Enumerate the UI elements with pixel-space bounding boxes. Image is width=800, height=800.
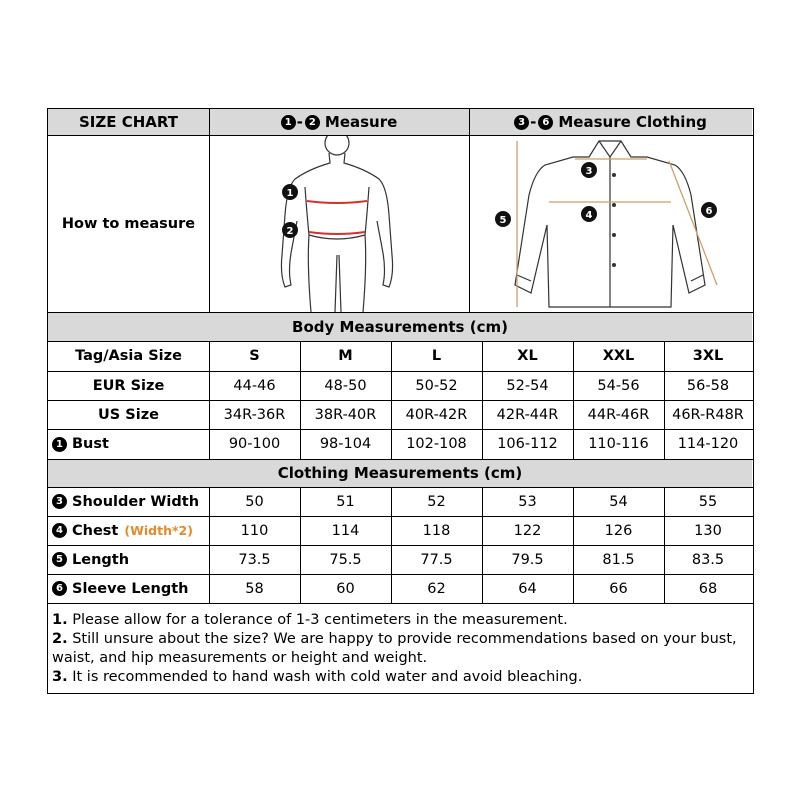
table-cell: 34R-36R xyxy=(223,406,286,423)
table-cell: 83.5 xyxy=(691,551,725,568)
width-note: (Width*2) xyxy=(124,523,193,538)
row-label-text: Bust xyxy=(72,436,109,452)
size-chart-table xyxy=(47,108,754,694)
row-label-text: Shoulder Width xyxy=(72,493,200,510)
table-cell: 53 xyxy=(518,493,537,510)
body-figure-icon xyxy=(209,135,469,312)
table-cell: 79.5 xyxy=(511,551,544,568)
marker-1-icon: 1 xyxy=(281,115,296,130)
tag-size-label: Tag/Asia Size xyxy=(75,348,182,364)
size-chart-title: SIZE CHART xyxy=(48,109,209,135)
table-cell: 48-50 xyxy=(324,377,367,394)
marker-4-icon: 4 xyxy=(52,523,67,538)
table-cell: 44R-46R xyxy=(587,406,650,423)
table-cell: 42R-44R xyxy=(496,406,559,423)
table-cell: 98-104 xyxy=(319,436,372,452)
measure-clothing-header xyxy=(469,109,752,135)
size-header-cell: S xyxy=(249,348,260,364)
table-cell: 126 xyxy=(604,522,633,539)
marker-3-icon: 3 xyxy=(514,115,529,130)
row-label xyxy=(48,371,209,400)
table-cell: 102-108 xyxy=(406,436,467,452)
table-cell: 52 xyxy=(427,493,446,510)
table-cell: 44-46 xyxy=(233,377,276,394)
row-label-text: Sleeve Length xyxy=(72,580,189,597)
table-cell: 90-100 xyxy=(228,436,281,452)
diagram-marker-2: 2 xyxy=(286,226,294,237)
clothing-measurements-heading: Clothing Measurements (cm) xyxy=(48,459,752,487)
table-cell: 110-116 xyxy=(588,436,649,452)
marker-5-icon: 5 xyxy=(52,552,67,567)
body-figure-diagram xyxy=(209,135,469,312)
table-cell: 52-54 xyxy=(506,377,549,394)
table-cell: 118 xyxy=(422,522,451,539)
table-cell: 56-58 xyxy=(686,377,730,394)
table-cell: 62 xyxy=(427,580,446,597)
range-dash: - xyxy=(296,113,303,131)
table-cell: 60 xyxy=(336,580,355,597)
row-label-text: EUR Size xyxy=(92,377,165,394)
row-label xyxy=(48,574,209,603)
marker-6-icon: 6 xyxy=(538,115,553,130)
row-label-text: Chest xyxy=(72,522,119,539)
table-cell: 50-52 xyxy=(415,377,458,394)
shirt-diagram xyxy=(469,135,752,312)
table-cell: 110 xyxy=(240,522,269,539)
note-1: 1. Please allow for a tolerance of 1-3 centimeters in the measurement. xyxy=(52,612,568,628)
table-cell: 54 xyxy=(609,493,628,510)
row-label xyxy=(48,400,209,429)
note-3: 3. It is recommended to hand wash with cold water and avoid bleaching. xyxy=(52,669,583,685)
table-cell: 77.5 xyxy=(420,551,453,568)
table-cell: 54-56 xyxy=(597,377,640,394)
table-cell: 38R-40R xyxy=(314,406,377,423)
marker-6-icon: 6 xyxy=(52,581,67,596)
row-label xyxy=(48,429,209,459)
size-header-cell: L xyxy=(431,348,442,364)
table-cell: 106-112 xyxy=(497,436,558,452)
how-to-measure-label: How to measure xyxy=(61,215,196,232)
table-cell: 122 xyxy=(513,522,542,539)
table-cell: 40R-42R xyxy=(405,406,468,423)
row-label xyxy=(48,487,209,516)
size-header-cell: 3XL xyxy=(692,348,724,364)
marker-1-icon: 1 xyxy=(52,437,67,452)
diagram-marker-3: 3 xyxy=(585,166,593,177)
marker-2-icon: 2 xyxy=(305,115,320,130)
size-header-cell: M xyxy=(338,348,353,364)
table-cell: 50 xyxy=(245,493,264,510)
row-label-text: Length xyxy=(72,551,130,568)
table-cell: 73.5 xyxy=(238,551,271,568)
table-cell: 64 xyxy=(518,580,537,597)
size-header-cell: XL xyxy=(517,348,538,364)
table-cell: 114 xyxy=(331,522,360,539)
diagram-marker-1: 1 xyxy=(286,188,294,199)
table-cell: 68 xyxy=(698,580,718,597)
table-cell: 51 xyxy=(336,493,355,510)
shirt-icon xyxy=(469,135,752,312)
table-cell: 55 xyxy=(698,493,718,510)
table-cell: 46R-R48R xyxy=(672,406,744,423)
range-dash: - xyxy=(530,113,537,131)
measure-clothing-header-label: Measure Clothing xyxy=(558,113,707,131)
diagram-marker-6: 6 xyxy=(705,206,713,217)
table-cell: 114-120 xyxy=(677,436,739,452)
note-2: 2. Still unsure about the size? We are happy to provide recommendations based on your bust, waist, and hip measurements or height and weight. xyxy=(52,631,737,666)
diagram-marker-5: 5 xyxy=(499,215,507,226)
size-header-cell: XXL xyxy=(602,348,635,364)
table-cell: 58 xyxy=(245,580,264,597)
row-label-text: US Size xyxy=(98,406,159,423)
marker-3-icon: 3 xyxy=(52,494,67,509)
row-label xyxy=(48,516,209,545)
row-label xyxy=(48,545,209,574)
body-measurements-heading: Body Measurements (cm) xyxy=(48,312,752,341)
table-cell: 130 xyxy=(694,522,722,539)
table-cell: 66 xyxy=(609,580,628,597)
table-cell: 75.5 xyxy=(329,551,362,568)
measure-header xyxy=(209,109,469,135)
measure-header-label: Measure xyxy=(324,113,398,131)
notes-block xyxy=(52,611,747,687)
table-cell: 81.5 xyxy=(602,551,635,568)
diagram-marker-4: 4 xyxy=(585,210,593,221)
